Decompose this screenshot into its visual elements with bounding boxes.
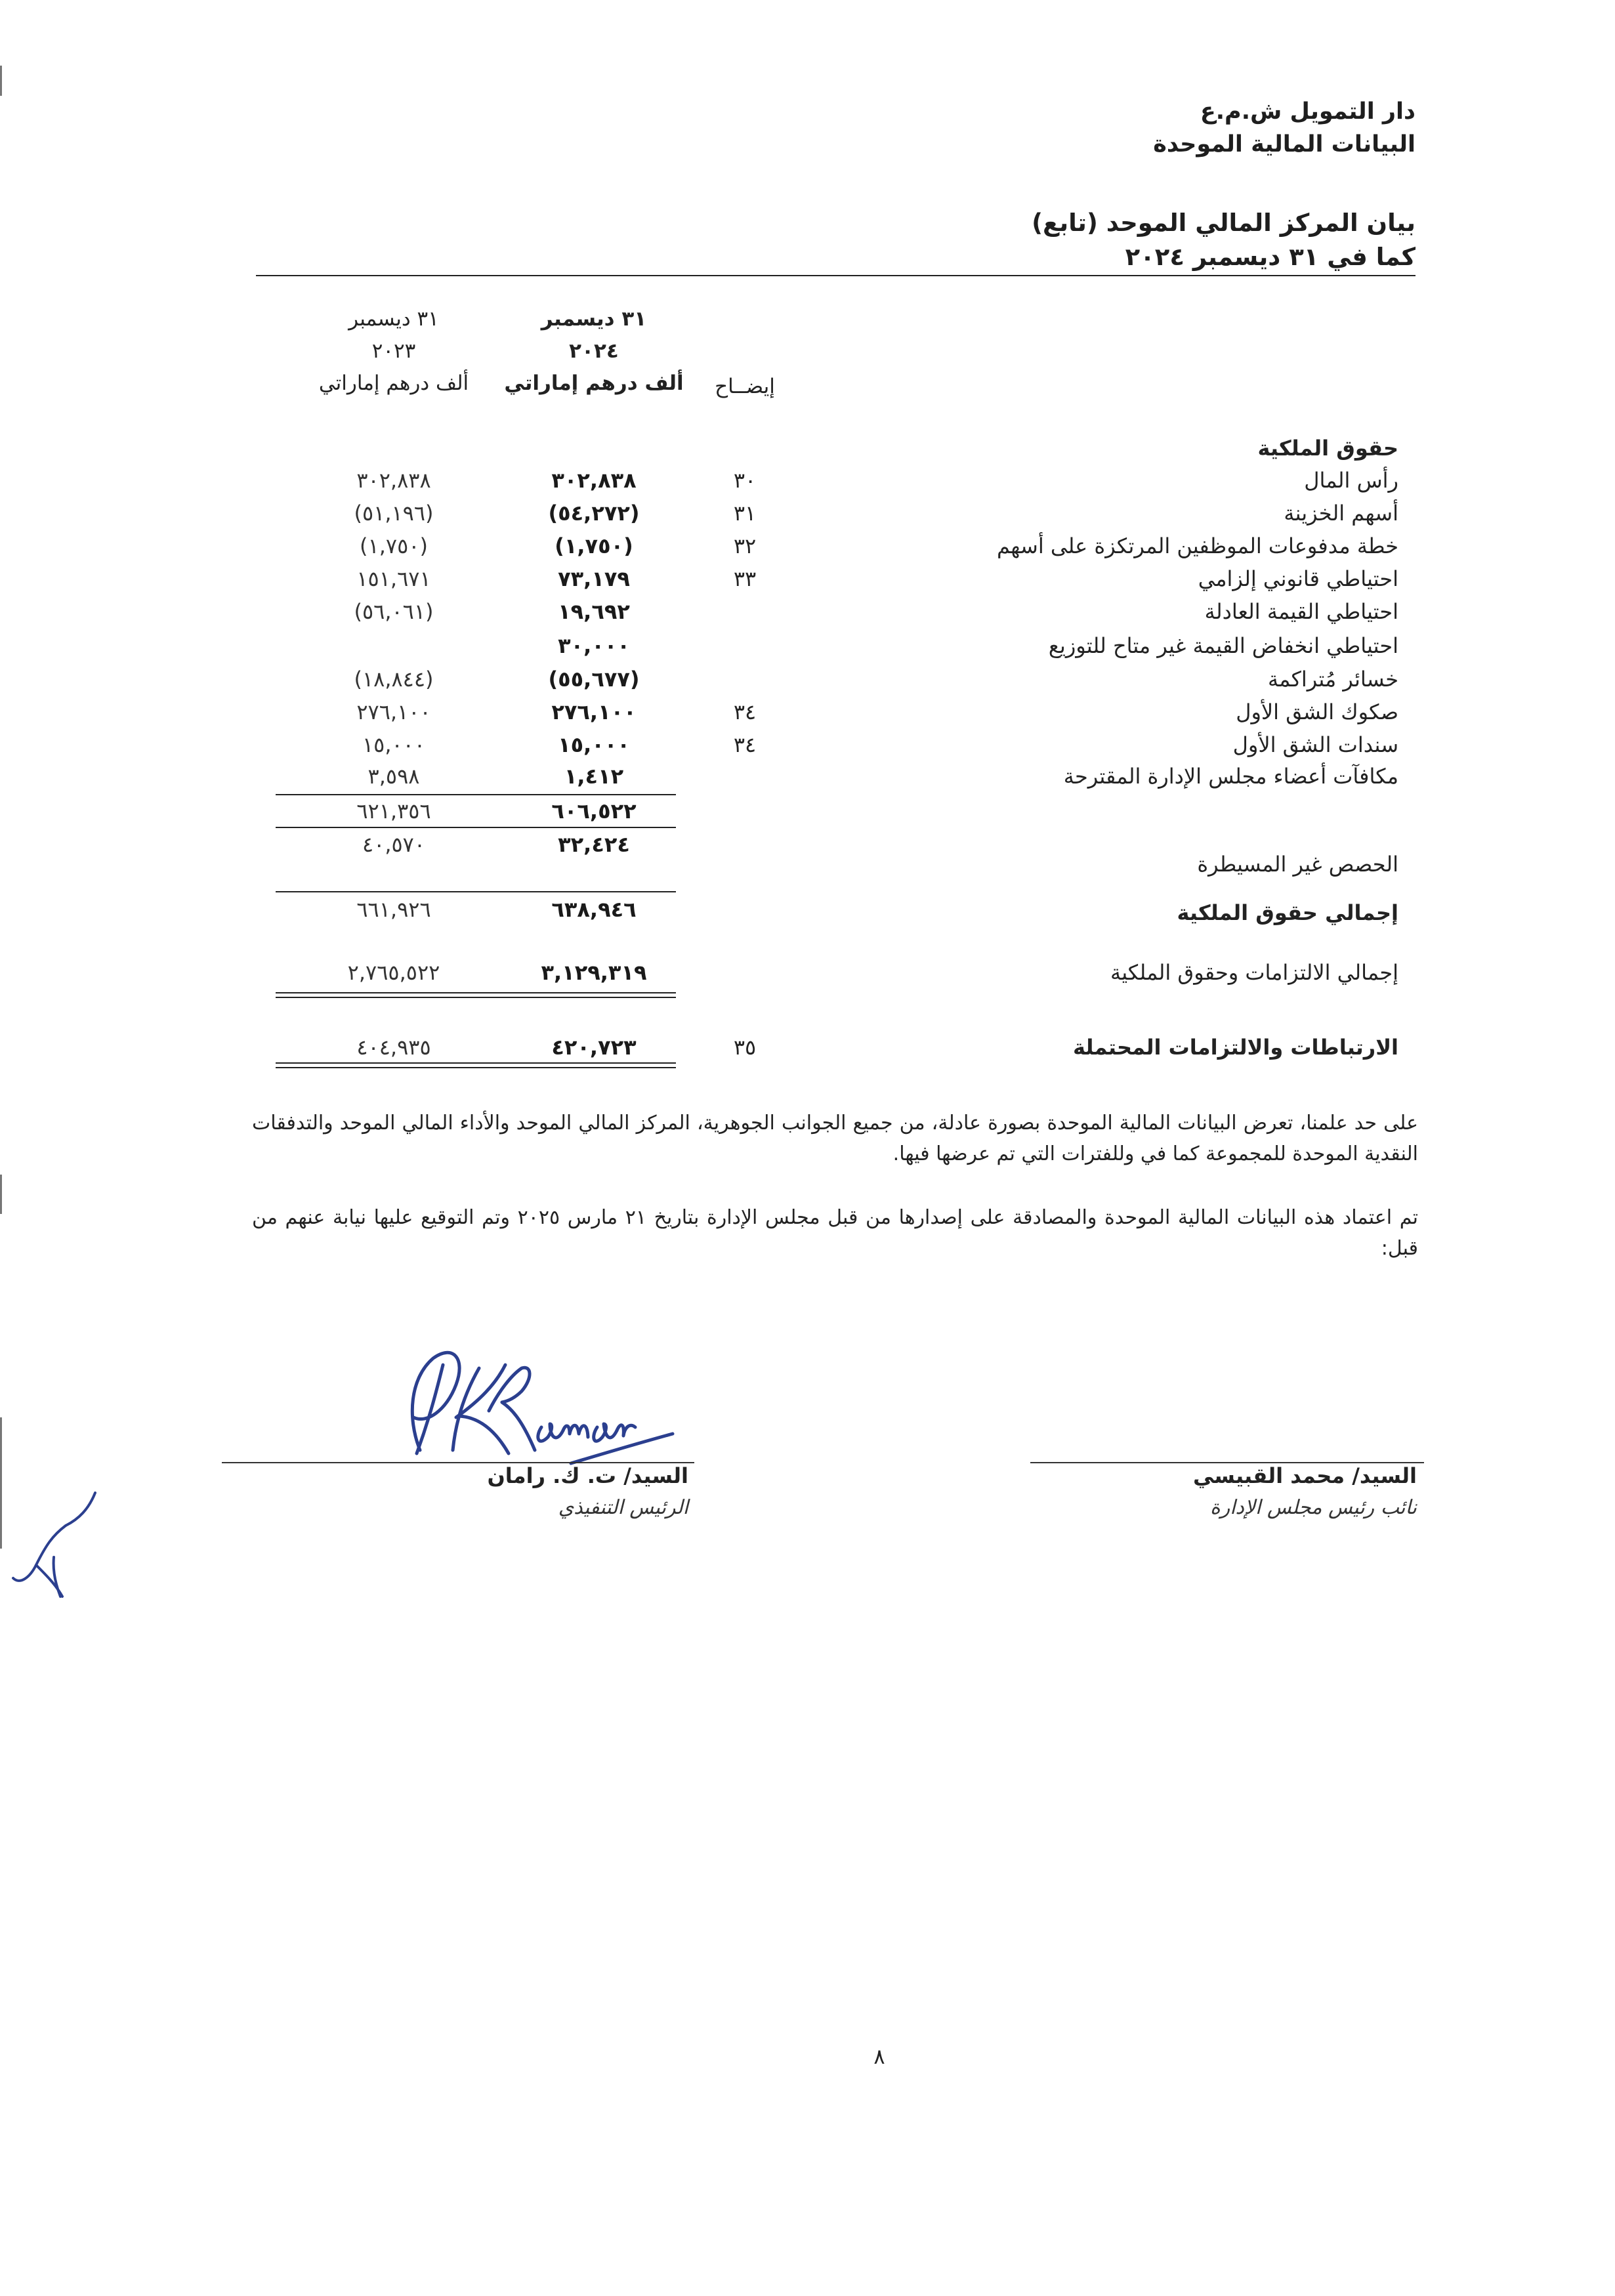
double-rule bbox=[276, 992, 676, 993]
table-row bbox=[0, 530, 1615, 562]
table-row bbox=[0, 595, 1615, 628]
column-2024-month: ٣١ ديسمبر bbox=[541, 307, 647, 331]
statement-date: كما في ٣١ ديسمبر ٢٠٢٤ bbox=[1125, 243, 1416, 271]
total-liab-equity-label: إجمالي الالتزامات وحقوق الملكية bbox=[1110, 960, 1398, 985]
row-value-2024: (٥٥,٦٧٧) bbox=[548, 667, 640, 692]
row-label: أسهم الخزينة bbox=[1284, 501, 1398, 526]
column-2023-year: ٢٠٢٣ bbox=[371, 339, 416, 363]
row-value-2023: (٥٦,٠٦١) bbox=[354, 599, 434, 624]
table-row bbox=[0, 696, 1615, 728]
row-value-2024: ٣٠,٠٠٠ bbox=[558, 633, 630, 658]
column-2024-unit: ألف درهم إماراتي bbox=[504, 371, 684, 395]
total-liab-equity-2023: ٢,٧٦٥,٥٢٢ bbox=[347, 960, 440, 985]
double-rule bbox=[276, 997, 676, 998]
row-note: ٣٣ bbox=[733, 566, 757, 591]
report-title: البيانات المالية الموحدة bbox=[1153, 131, 1416, 157]
row-label: مكافآت أعضاء مجلس الإدارة المقترحة bbox=[1063, 764, 1398, 789]
signatory-right-title: نائب رئيس مجلس الإدارة bbox=[1210, 1496, 1417, 1519]
margin-initials bbox=[0, 1480, 105, 1604]
row-value-2023: ٣٠٢,٨٣٨ bbox=[356, 468, 431, 493]
commitments-2024: ٤٢٠,٧٢٣ bbox=[551, 1035, 637, 1060]
row-label: سندات الشق الأول bbox=[1232, 732, 1398, 757]
total-equity-rule bbox=[276, 891, 676, 892]
row-note: ٣٤ bbox=[733, 732, 757, 757]
row-label: احتياطي القيمة العادلة bbox=[1204, 599, 1398, 624]
table-row bbox=[0, 464, 1615, 497]
ceo-signature bbox=[381, 1339, 682, 1470]
scan-edge-mark bbox=[0, 1175, 2, 1214]
row-value-2023: ١٥١,٦٧١ bbox=[356, 566, 431, 591]
row-label: احتياطي انخفاض القيمة غير متاح للتوزيع bbox=[1048, 633, 1398, 658]
row-value-2024: ٣٠٢,٨٣٨ bbox=[551, 468, 637, 493]
fair-presentation-paragraph: على حد علمنا، تعرض البيانات المالية الموحدة بصورة عادلة، من جميع الجوانب الجوهرية، المركز المالي الموحد والأداء المالي الموحد والتدفقات النقدية الموحدة للمجموعة كما في وللفترات التي تم عرضها فيها. bbox=[252, 1112, 1418, 1165]
statement-title: بيان المركز المالي الموحد (تابع) bbox=[1032, 209, 1416, 237]
signatory-left-title: الرئيس التنفيذي bbox=[558, 1496, 688, 1519]
commitments-note: ٣٥ bbox=[733, 1035, 757, 1060]
table-row bbox=[0, 663, 1615, 696]
commitments-row bbox=[0, 1031, 1615, 1064]
row-label: احتياطي قانوني إلزامي bbox=[1198, 566, 1398, 591]
row-value-2023: (١٨,٨٤٤) bbox=[354, 667, 434, 692]
signatory-right-name: السيد/ محمد القبيسي bbox=[1193, 1463, 1417, 1488]
column-2024-year: ٢٠٢٤ bbox=[569, 339, 619, 363]
section-title-equity: حقوق الملكية bbox=[1257, 436, 1398, 461]
total-equity-2023: ٦٦١,٩٢٦ bbox=[356, 897, 431, 922]
nci-label: الحصص غير المسيطرة bbox=[1197, 852, 1398, 877]
total-liab-equity-2024: ٣,١٢٩,٣١٩ bbox=[541, 960, 647, 985]
note-column-header: إيضــاح bbox=[715, 375, 775, 398]
row-value-2024: ١,٤١٢ bbox=[564, 764, 624, 789]
nci-value-2023: ٤٠,٥٧٠ bbox=[362, 832, 426, 857]
column-header-2024 bbox=[486, 303, 702, 400]
table-row bbox=[0, 760, 1615, 793]
row-value-2023: ٣,٥٩٨ bbox=[367, 764, 420, 789]
double-rule bbox=[276, 1067, 676, 1068]
row-value-2023: (١,٧٥٠) bbox=[360, 533, 428, 558]
company-name: دار التمويل ش.م.ع bbox=[1200, 98, 1416, 125]
total-equity-label-row bbox=[0, 896, 1615, 929]
row-value-2023: ١٥,٠٠٠ bbox=[362, 732, 426, 757]
total-liab-equity-row bbox=[0, 956, 1615, 989]
row-value-2024: ١٥,٠٠٠ bbox=[558, 732, 630, 757]
scan-edge-mark bbox=[0, 66, 2, 96]
column-header-2023 bbox=[289, 303, 499, 400]
commitments-2023: ٤٠٤,٩٣٥ bbox=[356, 1035, 431, 1060]
row-note: ٣٤ bbox=[733, 699, 757, 724]
row-label: خطة مدفوعات الموظفين المرتكزة على أسهم bbox=[996, 533, 1398, 558]
total-equity-2024: ٦٣٨,٩٤٦ bbox=[551, 897, 637, 922]
column-2023-month: ٣١ ديسمبر bbox=[348, 307, 439, 331]
row-value-2024: ٢٧٦,١٠٠ bbox=[551, 699, 637, 724]
row-label: صكوك الشق الأول bbox=[1236, 699, 1398, 724]
table-row bbox=[0, 562, 1615, 595]
row-label: خسائر مُتراكمة bbox=[1267, 667, 1398, 692]
subtotal-value-2023: ٦٢١,٣٥٦ bbox=[356, 799, 431, 824]
row-value-2023: ٢٧٦,١٠٠ bbox=[356, 699, 431, 724]
table-row bbox=[0, 497, 1615, 530]
row-note: ٣٢ bbox=[733, 533, 757, 558]
row-value-2024: ١٩,٦٩٢ bbox=[558, 599, 630, 624]
table-row bbox=[0, 629, 1615, 662]
row-note: ٣١ bbox=[733, 501, 757, 526]
commitments-label: الارتباطات والالتزامات المحتملة bbox=[1072, 1035, 1398, 1060]
row-value-2023: (٥١,١٩٦) bbox=[354, 501, 434, 526]
total-equity-label: إجمالي حقوق الملكية bbox=[1177, 900, 1398, 925]
row-value-2024: (١,٧٥٠) bbox=[555, 533, 633, 558]
row-value-2024: (٥٤,٢٧٢) bbox=[548, 501, 640, 526]
nci-value-2024: ٣٢,٤٢٤ bbox=[558, 832, 630, 857]
subtotal-row bbox=[0, 795, 1615, 827]
nci-label-row bbox=[0, 829, 1615, 877]
double-rule bbox=[276, 1062, 676, 1064]
approval-paragraph: تم اعتماد هذه البيانات المالية الموحدة والمصادقة على إصدارها من قبل مجلس الإدارة بتاريخ ٢١ مارس ٢٠٢٥ وتم التوقيع عليها نيابة عنهم من قبل: bbox=[252, 1206, 1419, 1260]
row-note: ٣٠ bbox=[733, 468, 757, 493]
row-label: رأس المال bbox=[1304, 468, 1398, 493]
column-2023-unit: ألف درهم إماراتي bbox=[318, 371, 469, 395]
signatory-left-name: السيد/ ت. ك. رامان bbox=[487, 1463, 688, 1488]
subtotal-value-2024: ٦٠٦,٥٢٢ bbox=[551, 799, 637, 824]
row-value-2024: ٧٣,١٧٩ bbox=[558, 566, 630, 591]
page-number: ٨ bbox=[873, 2044, 885, 2069]
table-row bbox=[0, 728, 1615, 761]
header-rule bbox=[256, 275, 1416, 276]
